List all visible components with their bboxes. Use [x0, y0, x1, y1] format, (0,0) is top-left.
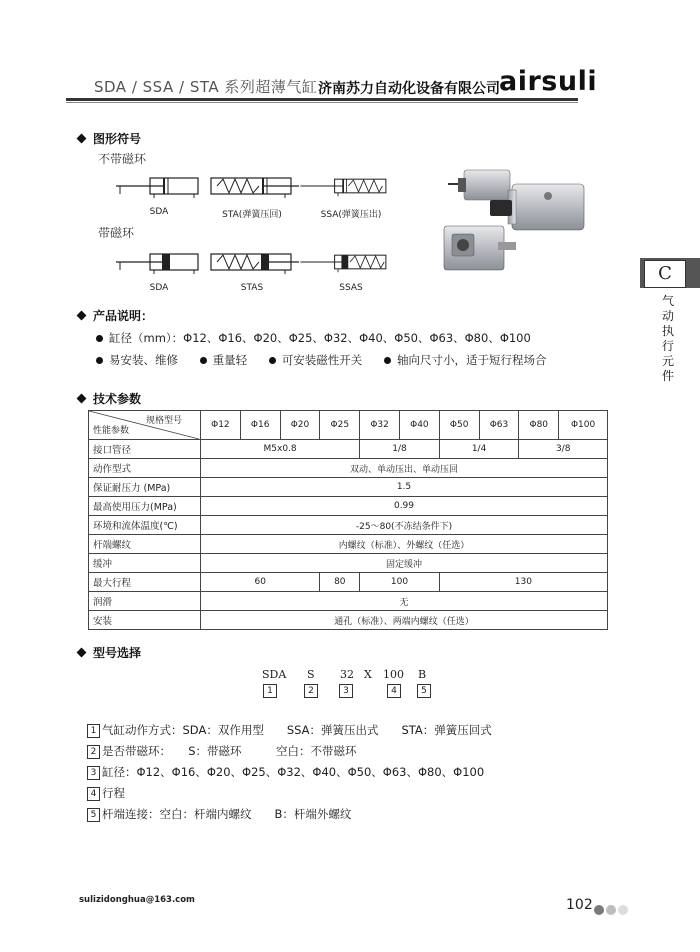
table-corner-cell	[89, 411, 201, 440]
bore-header: Φ100	[559, 411, 608, 440]
row-label: 保证耐压力 (MPa)	[89, 478, 201, 497]
feature-list	[96, 352, 546, 368]
bore-header: Φ25	[320, 411, 360, 440]
sda-magnet-symbol-icon	[112, 250, 206, 274]
symbol-label-sda-magnet: SDA	[149, 283, 169, 293]
table-cell: 双动、单动压出、单动压回	[201, 459, 608, 478]
table-cell: 130	[439, 573, 607, 592]
spec-table	[88, 410, 608, 630]
header-rule	[66, 98, 578, 101]
feature-4: 轴向尺寸小，适于短行程场合	[396, 353, 547, 367]
section-tech-title: 技术参数	[93, 392, 142, 406]
table-header-row	[89, 411, 608, 440]
footer-email: sulizidonghua@163.com	[79, 895, 195, 905]
model-explanation-3	[87, 764, 484, 780]
model-box-3: 3	[339, 684, 353, 698]
bore-header: Φ12	[201, 411, 241, 440]
symbol-label-sta: STA(弹簧压回)	[222, 210, 282, 220]
number-box: 4	[87, 787, 100, 801]
dot-icon	[606, 905, 616, 915]
table-row	[89, 573, 608, 592]
table-cell: 0.99	[201, 497, 608, 516]
model-explanation-1	[87, 722, 492, 738]
table-cell: 无	[201, 592, 608, 611]
bore-header: Φ80	[519, 411, 559, 440]
brand-logo: airsuli	[499, 66, 598, 97]
number-box: 2	[87, 745, 100, 759]
symbol-label-ssa: SSA(弹簧压出)	[320, 210, 382, 220]
bore-header: Φ32	[360, 411, 400, 440]
page-number: 102	[566, 897, 593, 913]
bore-header: Φ40	[399, 411, 439, 440]
section-model-title: 型号选择	[93, 646, 142, 660]
table-cell: M5x0.8	[201, 440, 360, 459]
model-explanation-5	[87, 806, 351, 822]
bullet-dot-icon	[384, 357, 391, 364]
table-row	[89, 478, 608, 497]
section-symbols-heading	[78, 130, 141, 147]
bore-header: Φ50	[439, 411, 479, 440]
bore-header: Φ63	[479, 411, 519, 440]
number-box: 5	[87, 808, 100, 822]
row-label: 环境和流体温度(℃)	[89, 516, 201, 535]
dot-icon	[618, 905, 628, 915]
explanation-text: 缸径：Φ12、Φ16、Φ20、Φ25、Φ32、Φ40、Φ50、Φ63、Φ80、Φ100	[102, 765, 485, 779]
table-row	[89, 440, 608, 459]
dot-icon	[594, 905, 604, 915]
explanation-text: 气缸动作方式：SDA：双作用型 SSA：弹簧压出式 STA：弹簧压回式	[102, 723, 492, 737]
table-row	[89, 592, 608, 611]
model-code-bore: 32	[340, 668, 354, 681]
bore-header: Φ16	[240, 411, 280, 440]
number-box: 3	[87, 766, 100, 780]
ssa-symbol-icon	[297, 174, 391, 198]
bullet-dot-icon	[96, 335, 103, 342]
section-model-heading	[78, 644, 141, 661]
model-code-stroke: 100	[383, 668, 404, 681]
model-code-rod-end: B	[418, 668, 427, 681]
bullet-dot-icon	[200, 357, 207, 364]
feature-1: 易安装、维修	[109, 353, 178, 367]
section-description-heading	[78, 307, 153, 324]
model-box-4: 4	[387, 684, 401, 698]
table-cell: 1/8	[360, 440, 440, 459]
diamond-bullet-icon	[77, 134, 87, 144]
bore-list-text: 缸径（mm）：Φ12、Φ16、Φ20、Φ25、Φ32、Φ40、Φ50、Φ63、Φ80、Φ100	[109, 331, 531, 345]
model-explanation-2	[87, 743, 357, 759]
row-label: 安装	[89, 611, 201, 630]
sda-symbol-icon	[112, 174, 206, 198]
feature-3: 可安装磁性开关	[281, 353, 363, 367]
table-row	[89, 554, 608, 573]
ssas-symbol-icon	[297, 250, 391, 274]
row-label: 杆端螺纹	[89, 535, 201, 554]
bullet-dot-icon	[96, 357, 103, 364]
symbol-label-sda: SDA	[149, 207, 169, 217]
diamond-bullet-icon	[77, 394, 87, 404]
table-cell: 3/8	[519, 440, 608, 459]
diamond-bullet-icon	[77, 648, 87, 658]
table-row	[89, 497, 608, 516]
symbol-label-stas: STAS	[240, 283, 264, 293]
model-code-separator: X	[364, 668, 372, 681]
feature-2: 重量轻	[212, 353, 248, 367]
bore-list	[96, 330, 531, 346]
bullet-dot-icon	[269, 357, 276, 364]
table-cell: 1/4	[439, 440, 519, 459]
header-rule-thin	[66, 102, 578, 103]
model-box-2: 2	[304, 684, 318, 698]
company-name: 济南苏力自动化设备有限公司	[318, 81, 500, 97]
section-description-title: 产品说明：	[93, 309, 154, 323]
model-code-series: SDA	[262, 668, 287, 681]
side-tab-letter: C	[644, 260, 686, 288]
model-explanation-4	[87, 785, 125, 801]
section-tech-heading	[78, 390, 141, 407]
row-label: 最高使用压力(MPa)	[89, 497, 201, 516]
table-row	[89, 611, 608, 630]
header-performance: 性能参数	[93, 426, 130, 436]
table-cell: -25～80(不冻结条件下)	[201, 516, 608, 535]
no-magnet-label: 不带磁环	[98, 152, 147, 166]
page-dots	[594, 900, 630, 919]
table-row	[89, 459, 608, 478]
table-cell: 60	[201, 573, 320, 592]
number-box: 1	[87, 724, 100, 738]
symbol-label-ssas: SSAS	[339, 283, 363, 293]
table-cell: 100	[360, 573, 440, 592]
side-tab-label: 气动执行元件	[661, 294, 674, 383]
table-cell: 1.5	[201, 478, 608, 497]
row-label: 接口管径	[89, 440, 201, 459]
header-spec-model: 规格型号	[145, 416, 182, 426]
table-cell: 内螺纹（标准）、外螺纹（任选）	[201, 535, 608, 554]
table-cell: 通孔（标准）、两端内螺纹（任选）	[201, 611, 608, 630]
table-row	[89, 516, 608, 535]
explanation-text: 行程	[102, 786, 125, 800]
table-cell: 80	[320, 573, 360, 592]
row-label: 缓冲	[89, 554, 201, 573]
stas-symbol-icon	[205, 250, 299, 274]
explanation-text: 杆端连接：空白：杆端内螺纹 B：杆端外螺纹	[102, 807, 352, 821]
table-cell: 固定缓冲	[201, 554, 608, 573]
explanation-text: 是否带磁环： S：带磁环 空白：不带磁环	[102, 744, 357, 758]
section-symbols-title: 图形符号	[93, 132, 142, 146]
model-box-5: 5	[417, 684, 431, 698]
cylinder-product-photo	[438, 160, 586, 278]
magnet-label: 带磁环	[98, 226, 135, 240]
sta-symbol-icon	[205, 174, 299, 198]
table-row	[89, 535, 608, 554]
row-label: 润滑	[89, 592, 201, 611]
row-label: 动作型式	[89, 459, 201, 478]
model-box-1: 1	[263, 684, 277, 698]
row-label: 最大行程	[89, 573, 201, 592]
series-title: SDA / SSA / STA 系列超薄气缸	[94, 78, 318, 96]
model-code-magnet: S	[307, 668, 315, 681]
diamond-bullet-icon	[77, 311, 87, 321]
bore-header: Φ20	[280, 411, 320, 440]
